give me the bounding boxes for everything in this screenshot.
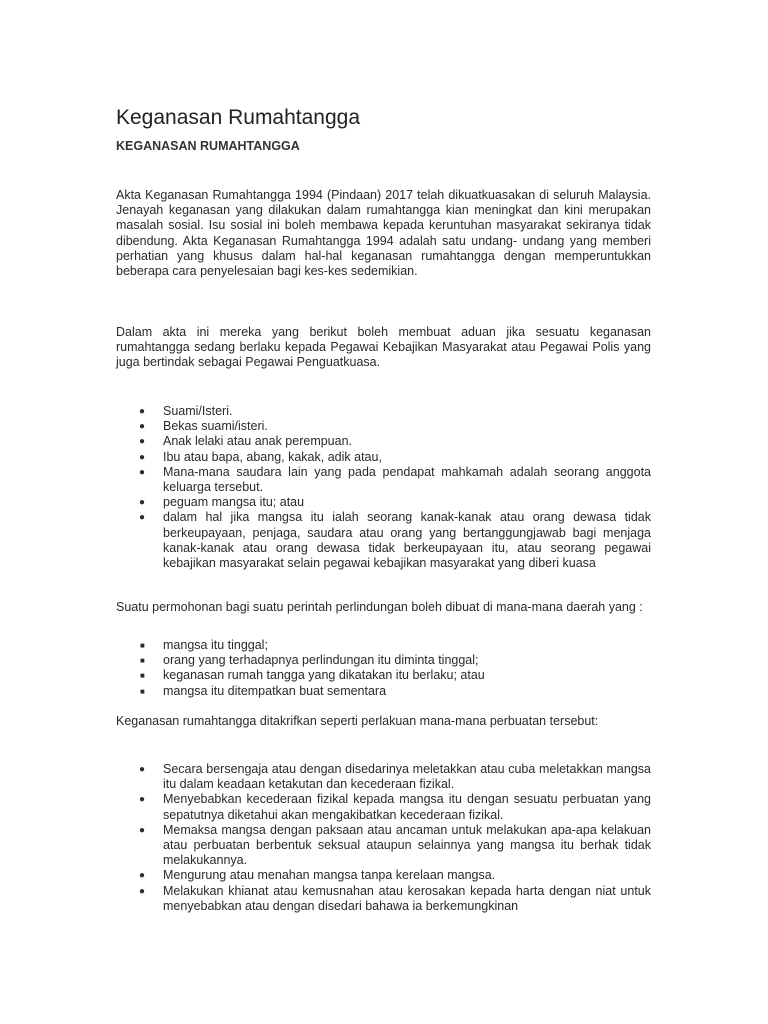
definition-paragraph: Keganasan rumahtangga ditakrifkan seperti perlakuan mana-mana perbuatan tersebut: [116,714,599,728]
list-item [116,404,651,419]
list-item-text: Mengurung atau menahan mangsa tanpa kerelaan mangsa. [163,868,496,883]
persons-list [116,404,651,571]
list-item-text: Secara bersengaja atau dengan disedarinya meletakkan atau cuba meletakkan mangsa itu dalam keadaan ketakutan dan kecederaan fizikal. [163,762,651,792]
list-item-text: Menyebabkan kecederaan fizikal kepada mangsa itu dengan sesuatu perbuatan yang sepatutnya diketahui akan mengakibatkan kecederaan fizikal. [163,792,651,822]
document-title: Keganasan Rumahtangga [116,106,361,129]
document-subtitle: KEGANASAN RUMAHTANGGA [116,139,300,153]
list-item-text: Anak lelaki atau anak perempuan. [163,434,353,449]
list-item-text: Memaksa mangsa dengan paksaan atau ancaman untuk melakukan apa-apa kelakuan atau perbuatan berbentuk seksual ataupun selainnya yang mangsa itu berhak tidak melakukannya. [163,822,651,868]
list-item [116,823,651,869]
list-item-text: mangsa itu ditempatkan buat sementara [163,683,387,698]
list-item-text: dalam hal jika mangsa itu ialah seorang kanak-kanak atau orang dewasa tidak berkeupayaan, penjaga, saudara atau orang yang bertanggungjawab bagi menjaga kanak-kanak atau orang dewasa tidak berkeupayaan itu, atau seorang pegawai kebajikan masyarakat selain pegawai kebajikan masyarakat yang diberi kuasa [163,510,651,571]
bullet-icon: ● [139,824,146,836]
bullet-icon: ● [139,466,146,478]
list-item-text: Bekas suami/isteri. [163,419,268,434]
districts-list [116,638,651,699]
list-item [116,450,651,465]
complainants-paragraph: Dalam akta ini mereka yang berikut boleh membuat aduan jika sesuatu keganasan rumahtangga sedang berlaku kepada Pegawai Kebajikan Masyarakat atau Pegawai Polis yang juga bertindak sebagai Pegawai Penguatkuasa. [116,325,651,370]
bullet-icon: ● [139,870,146,882]
list-item [116,653,651,668]
list-item [116,638,651,653]
list-item [116,792,651,822]
list-item [116,868,651,883]
list-item [116,434,651,449]
bullet-icon: ● [139,764,146,775]
bullet-icon: ● [139,794,146,806]
bullet-icon: ■ [140,656,145,666]
list-item [116,495,651,510]
bullet-icon: ■ [140,671,145,681]
list-item-text: Melakukan khianat atau kemusnahan atau kerosakan kepada harta dengan niat untuk menyebabkan atau dengan disedari bahawa ia berkemungkinan [163,883,651,913]
bullet-icon: ● [139,436,146,448]
list-item [116,419,651,434]
bullet-icon: ● [139,497,146,509]
bullet-icon: ● [139,421,146,433]
bullet-icon: ● [139,451,146,463]
list-item-text: mangsa itu tinggal; [163,638,268,652]
list-item [116,762,651,792]
bullet-icon: ● [139,512,146,524]
list-item-text: Ibu atau bapa, abang, kakak, adik atau, [163,449,382,464]
acts-list [116,762,651,914]
list-item-text: keganasan rumah tangga yang dikatakan itu berlaku; atau [163,668,485,683]
list-item [116,465,651,495]
bullet-icon: ■ [140,686,145,696]
list-item-text: orang yang terhadapnya perlindungan itu diminta tinggal; [163,653,479,668]
list-item [116,884,651,914]
application-paragraph: Suatu permohonan bagi suatu perintah perlindungan boleh dibuat di mana-mana daerah yang : [116,600,643,614]
bullet-icon: ■ [140,641,145,650]
list-item [116,684,651,699]
list-item-text: Mana-mana saudara lain yang pada pendapat mahkamah adalah seorang anggota keluarga tersebut. [163,464,651,495]
list-item-text: Suami/Isteri. [163,404,233,418]
list-item [116,668,651,683]
list-item-text: peguam mangsa itu; atau [163,495,305,510]
bullet-icon: ● [139,885,146,897]
bullet-icon: ● [139,406,146,417]
intro-paragraph: Akta Keganasan Rumahtangga 1994 (Pindaan) 2017 telah dikuatkuasakan di seluruh Malaysia. Jenayah keganasan yang dilakukan dalam rumahtangga kian meningkat dan kini merupakan masalah sosial. Isu sosial ini boleh membawa kepada keruntuhan masyarakat sekiranya tidak dibendung. Akta Keganasan Rumahtangga 1994 adalah satu undang- undang yang memberi perhatian yang khusus dalam hal-hal keganasan rumahtangga dengan memperuntukkan beberapa cara penyelesaian bagi kes-kes sedemikian. [116,188,651,279]
list-item [116,510,651,571]
